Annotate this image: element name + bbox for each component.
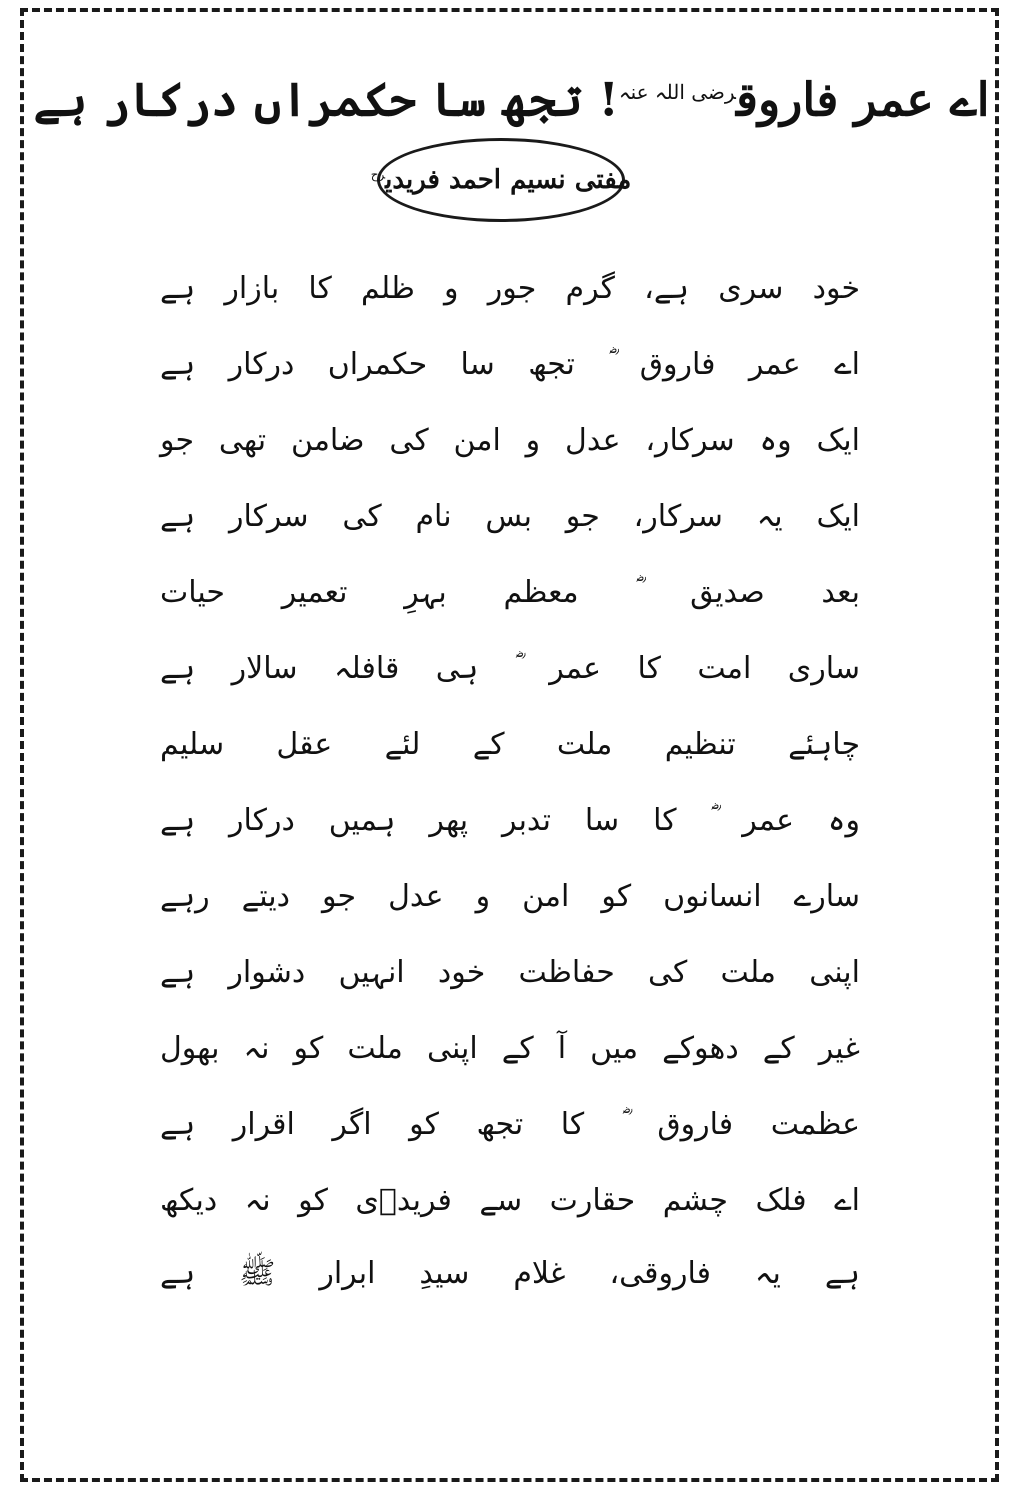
verse-line: خود سری ہے، گرم جور و ظلم کا بازار ہے	[160, 270, 860, 306]
title-honorific: رضی اللہ عنہ	[618, 80, 736, 104]
author-name	[371, 165, 632, 195]
verse-line: اپنی ملت کی حفاظت خود انہیں دشوار ہے	[160, 954, 860, 990]
author-oval	[370, 138, 632, 222]
title-rest: ! تجھ سا حکمراں درکار ہے	[33, 72, 619, 127]
verse-line: عظمت فاروق ؓ کا تجھ کو اگر اقرار ہے	[160, 1106, 860, 1142]
title-main: اے عمر فاروق	[735, 72, 990, 127]
verse-line: اے عمر فاروق ؓ تجھ سا حکمراں درکار ہے	[160, 346, 860, 382]
verse-line: اے فلک چشم حقارت سے فریدؔی کو نہ دیکھ	[160, 1182, 860, 1218]
verse-line: چاہئے تنظیم ملت کے لئے عقل سلیم	[160, 726, 860, 762]
verse-line: ایک وہ سرکار، عدل و امن کی ضامن تھی جو	[160, 422, 860, 458]
verse-line: سارے انسانوں کو امن و عدل جو دیتے رہے	[160, 878, 860, 914]
verse-line: ایک یہ سرکار، جو بس نام کی سرکار ہے	[160, 498, 860, 534]
verse-line: وہ عمر ؓ کا سا تدبر پھر ہمیں درکار ہے	[160, 802, 860, 838]
verse-line: بعد صدیق ؓ معظم بہرِ تعمیر حیات	[160, 574, 860, 610]
author-name-text: مفتی نسیم احمد فریدی	[385, 165, 632, 195]
poem-body	[160, 250, 860, 1314]
poem-title	[0, 62, 1023, 129]
verse-line: ہے یہ فاروقی، غلام سیدِ ابرار ﷺ ہے	[160, 1255, 860, 1291]
verse-line: ساری امت کا عمر ؓ ہی قافلہ سالار ہے	[160, 650, 860, 686]
author-suffix: رح	[370, 167, 386, 182]
verse-line: غیر کے دھوکے میں آ کے اپنی ملت کو نہ بھول	[160, 1030, 860, 1066]
